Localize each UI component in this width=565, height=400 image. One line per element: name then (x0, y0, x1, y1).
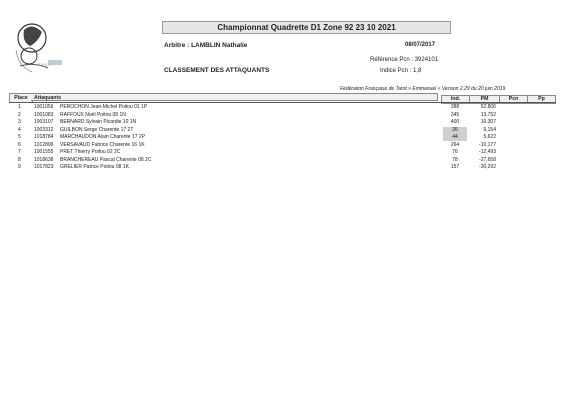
cell-pm: -30,292 (479, 164, 496, 170)
date-label: 08/07/2017 (405, 42, 436, 48)
cell-name: MARCHAUDON Alain Charente 17 2P (60, 134, 146, 140)
cell-ind: 44 (443, 134, 467, 141)
cell-licence: 1003107 (34, 119, 54, 125)
cell-ind: 26 (443, 127, 467, 134)
cell-pm: 10,307 (480, 119, 496, 125)
cell-place: 4 (18, 126, 21, 133)
logo-text: TAROT (38, 62, 53, 67)
cell-place: 5 (18, 134, 21, 140)
cell-name: VERSAVAUD Fabrice Charente 16 1K (60, 141, 145, 148)
section-title: CLASSEMENT DES ATTAQUANTS (164, 67, 270, 74)
cell-place: 2 (18, 111, 21, 118)
cell-ind: 388 (450, 104, 460, 110)
cell-ind: 78 (452, 156, 458, 163)
cell-pm: 13,752 (480, 111, 496, 118)
cell-licence: 1001555 (34, 149, 54, 155)
column-header-pp: Pp (527, 95, 556, 104)
cell-place: 9 (18, 164, 21, 170)
cell-ind: 157 (450, 164, 460, 170)
cell-pm: -10,177 (479, 141, 496, 148)
cell-pm: 5,622 (483, 134, 496, 140)
indice-pcn: Indice Pcn : 1,8 (380, 68, 422, 74)
cell-licence: 1001056 (34, 104, 54, 110)
cell-licence: 1001083 (34, 111, 54, 118)
cell-licence: 1018784 (34, 134, 54, 140)
cell-place: 1 (18, 104, 21, 110)
cell-name: BRANCHEREAU Pascal Charente 08 2C (60, 156, 152, 163)
column-header-ind: Ind. (441, 95, 470, 104)
cell-place: 6 (18, 141, 21, 148)
cell-ind: 264 (450, 141, 460, 148)
header-divider (9, 102, 556, 103)
cell-pm: 9,154 (483, 126, 496, 133)
reference-pcn: Référence Pcn : 3924101 (370, 57, 439, 63)
cell-licence: 1012899 (34, 141, 54, 148)
cell-ind: 400 (450, 119, 460, 125)
cell-pm: -12,493 (479, 149, 496, 155)
cell-name: PRET Thierry Poitou 02 2C (60, 149, 121, 155)
cell-ind: 76 (452, 149, 458, 155)
cell-name: GUILBON Serge Charente 17 2T (60, 126, 134, 133)
cell-place: 3 (18, 119, 21, 125)
column-header-pm: PM (469, 95, 500, 104)
page-title: Championnat Quadrette D1 Zone 92 23 10 2021 (162, 21, 451, 34)
cell-place: 8 (18, 156, 21, 163)
federation-version: Fédération Française de Tarot » Emmanuel » Version 2.29 du 20 juin 2019 (340, 86, 506, 92)
cell-licence: 1017823 (34, 164, 54, 170)
arbitre-label: Arbitre : LAMBLIN Nathalie (164, 42, 248, 49)
cell-ind: 345 (450, 111, 460, 118)
column-header-attaquants: Attaquants (31, 93, 438, 101)
column-header-pcn: Pcn (499, 95, 528, 104)
cell-name: BERNARD Sylvain Picardie 10 1N (60, 119, 137, 125)
cell-place: 7 (18, 149, 21, 155)
cell-name: GRELIER Patrice Poitou 08 1K (60, 164, 129, 170)
cell-licence: 1018638 (34, 156, 54, 163)
cell-name: PEROCHON Jean-Michel Poitou 01 1P (60, 104, 148, 110)
cell-licence: 1003312 (34, 126, 54, 133)
cell-name: RAFFOUX Noël Poitou 08 1N (60, 111, 126, 118)
cell-pm: 52,806 (480, 104, 496, 110)
cell-pm: -27,658 (479, 156, 496, 163)
column-header-place: Place (9, 93, 33, 103)
